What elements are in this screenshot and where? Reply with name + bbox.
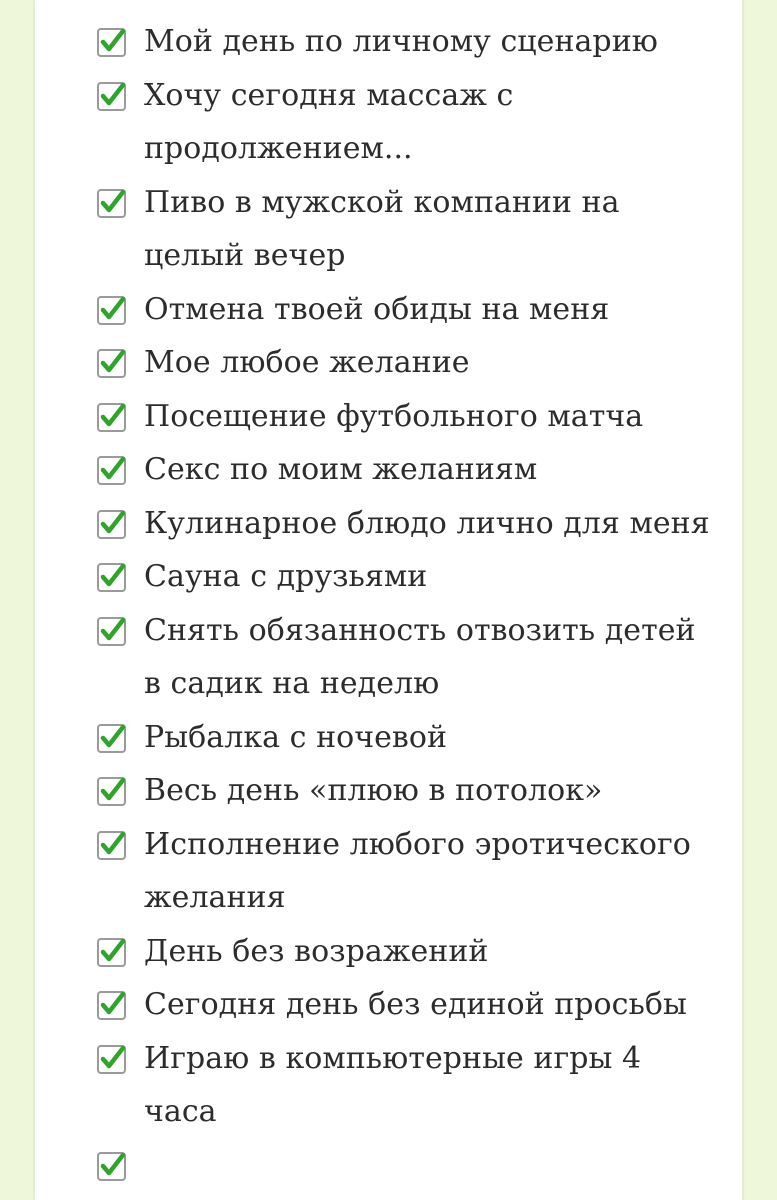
coupon-checklist (35, 15, 742, 1169)
list-item-label: Хочу сегодня массаж с продолжением... (144, 77, 514, 166)
list-item (35, 443, 742, 497)
checkbox-checked-icon (96, 776, 127, 807)
checkbox-checked-icon (96, 455, 127, 486)
list-item (35, 978, 742, 1032)
list-item (35, 15, 742, 69)
list-item-label: Мое любое желание (144, 345, 470, 380)
list-item-label: Снять обязанность отвозить детей в садик на неделю (144, 612, 696, 701)
checkbox-checked-icon (96, 830, 127, 861)
list-item (35, 69, 742, 176)
list-item-label: День без возражений (144, 933, 489, 969)
list-item (35, 390, 742, 444)
checkbox-checked-icon (96, 937, 127, 968)
checkbox-checked-icon (96, 402, 127, 433)
list-item (35, 764, 742, 818)
checkbox-checked-icon (96, 562, 127, 593)
checkbox-checked-icon (96, 27, 127, 58)
list-item-label: Играю в компьютерные игры 4 часа (144, 1040, 642, 1129)
checkbox-checked-icon (96, 1044, 127, 1075)
list-item-label: Отмена твоей обиды на меня (144, 291, 610, 327)
checkbox-checked-icon (96, 1151, 127, 1182)
content-card (34, 0, 743, 1200)
checkbox-checked-icon (96, 990, 127, 1021)
checkbox-checked-icon (96, 348, 127, 379)
list-item (35, 497, 742, 551)
list-item (35, 1032, 742, 1139)
list-item (35, 336, 742, 390)
list-item-label: Рыбалка с ночевой (144, 719, 448, 755)
list-item (35, 283, 742, 337)
list-item-label: Сауна с друзьями (144, 559, 428, 594)
list-item (35, 925, 742, 979)
checkbox-checked-icon (96, 723, 127, 754)
list-item-label: Посещение футбольного матча (144, 398, 644, 434)
list-item-label: Кулинарное блюдо лично для меня (144, 505, 710, 541)
list-item (35, 604, 742, 711)
checkbox-checked-icon (96, 295, 127, 326)
list-item (35, 550, 742, 604)
list-item-label: Сегодня день без единой просьбы (144, 987, 687, 1022)
list-item-label: Пиво в мужской компании на целый вечер (144, 184, 620, 273)
checkbox-checked-icon (96, 81, 127, 112)
list-item-label: Исполнение любого эротического желания (144, 826, 691, 915)
list-item (35, 818, 742, 925)
list-item-partial (35, 1139, 742, 1169)
list-item-label: Мой день по личному сценарию (144, 24, 658, 59)
checkbox-checked-icon (96, 188, 127, 219)
checkbox-checked-icon (96, 616, 127, 647)
list-item-label: Весь день «плюю в потолок» (144, 773, 603, 808)
list-item (35, 711, 742, 765)
list-item (35, 176, 742, 283)
list-item-label: Секс по моим желаниям (144, 452, 538, 487)
checkbox-checked-icon (96, 509, 127, 540)
